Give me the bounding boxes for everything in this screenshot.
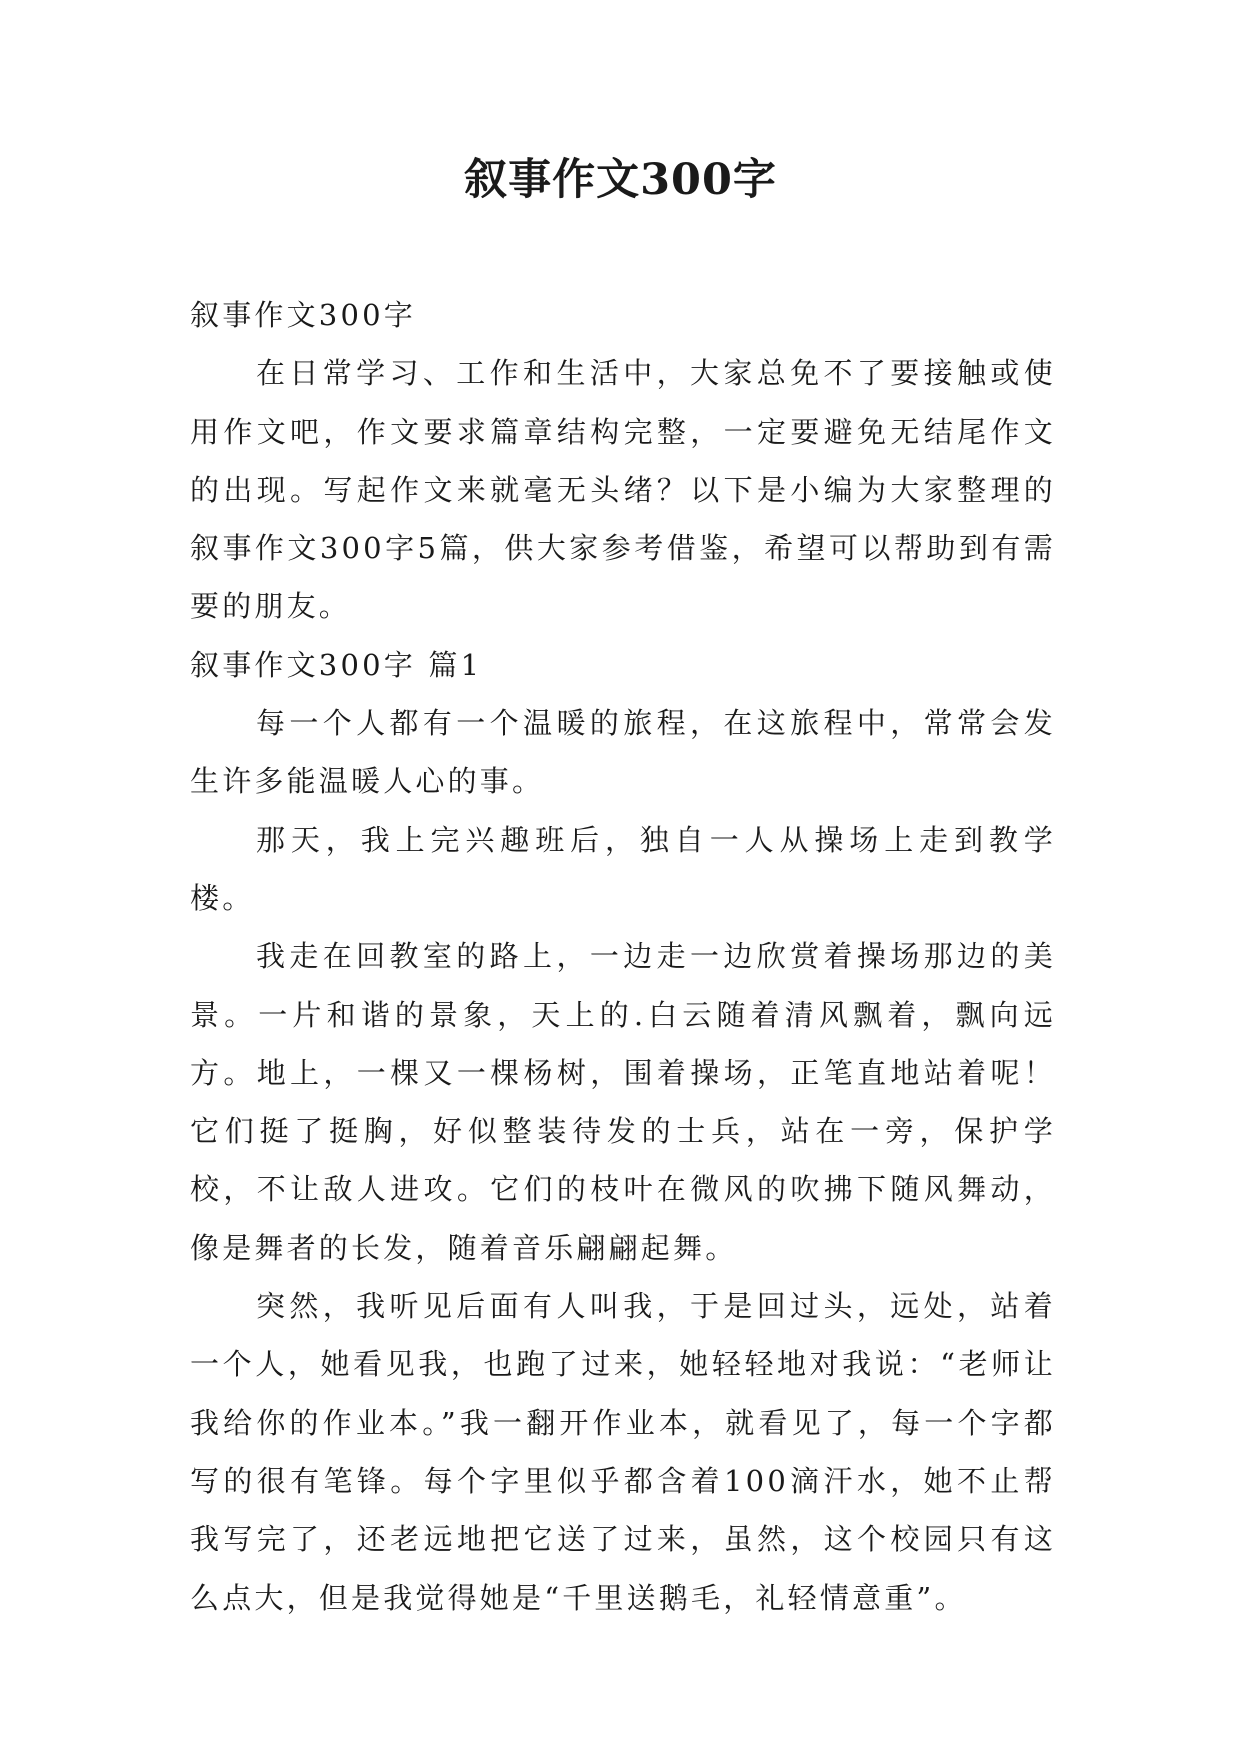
paragraph-body: 我走在回教室的路上，一边走一边欣赏着操场那边的美景。一片和谐的景象，天上的.白云随着清风飘着，飘向远方。地上，一棵又一棵杨树，围着操场，正笔直地站着呢！它们挺了挺胸，好似整装待发的士兵，站在一旁，保护学校，不让敌人进攻。它们的枝叶在微风的吹拂下随风舞动，像是舞者的长发，随着音乐翩翩起舞。	[190, 939, 1056, 1265]
paragraph-body: 突然，我听见后面有人叫我，于是回过头，远处，站着一个人，她看见我，也跑了过来，她轻轻地对我说：“老师让我给你的作业本。”我一翻开作业本，就看见了，每一个字都写的很有笔锋。每个字里似乎都含着100滴汗水，她不止帮我写完了，还老远地把它送了过来，虽然，这个校园只有这么点大，但是我觉得她是“千里送鹅毛，礼轻情意重”。	[190, 1289, 1056, 1615]
paragraph-intro: 在日常学习、工作和生活中，大家总免不了要接触或使用作文吧，作文要求篇章结构完整，一定要避免无结尾作文的出现。写起作文来就毫无头绪？以下是小编为大家整理的叙事作文300字5篇，供大家参考借鉴，希望可以帮助到有需要的朋友。	[190, 356, 1056, 624]
paragraph-section-heading: 叙事作文300字 篇1	[190, 647, 483, 682]
paragraph-body: 每一个人都有一个温暖的旅程，在这旅程中，常常会发生许多能温暖人心的事。	[190, 706, 1056, 799]
paragraph-heading: 叙事作文300字	[190, 298, 416, 332]
document-title: 叙事作文300字	[464, 155, 777, 205]
paragraph-body: 那天，我上完兴趣班后，独自一人从操场上走到教学楼。	[190, 822, 1056, 915]
document-body	[190, 286, 1056, 1627]
